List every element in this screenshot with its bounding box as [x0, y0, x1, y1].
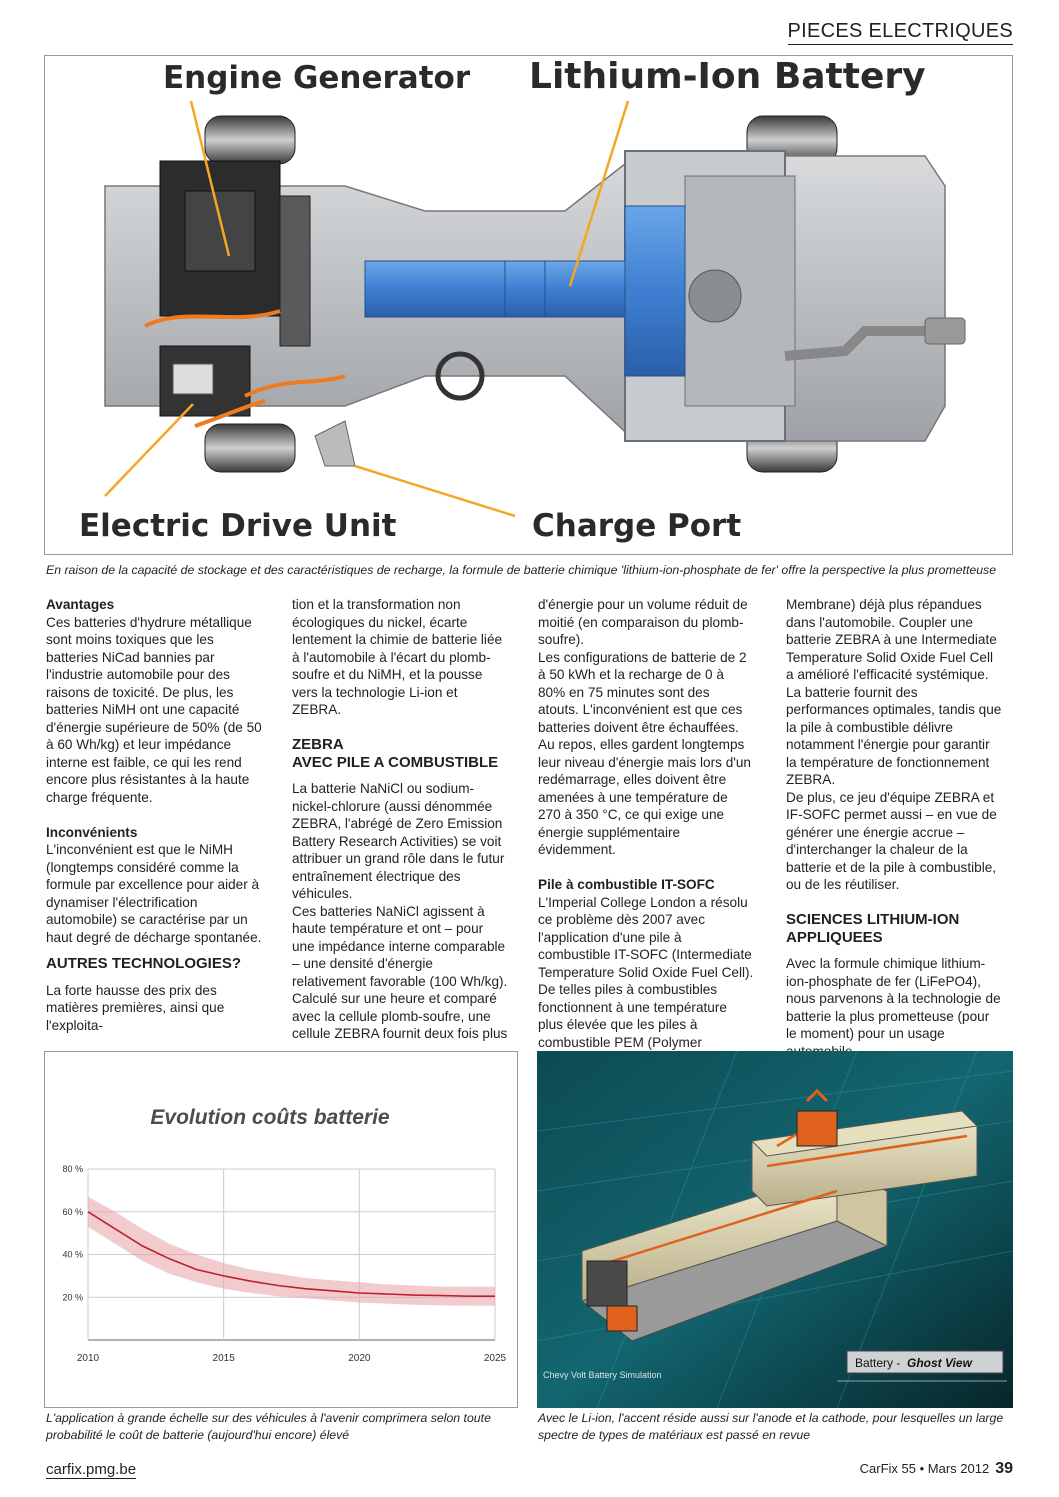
- section-heading-sciences-sub: APPLIQUEES: [786, 928, 883, 946]
- footer-issue-text: CarFix 55 • Mars 2012: [859, 1461, 990, 1476]
- chart-caption: L'application à grande échelle sur des véhicules à l'avenir comprimera selon toute probabilité le coût de batterie (aujourd'hui encore) élevé: [46, 1411, 491, 1442]
- article-column-1: [46, 596, 262, 1034]
- paragraph-sciences: Avec la formule chimique lithium-ion-phosphate de fer (LiFePO4), nous parvenons à la technologie de batterie la plus prometteuse (pour le moment) pour un usage: [786, 956, 1001, 1041]
- article-column-2: [292, 596, 508, 1043]
- x-tick-label: 2010: [76, 1353, 100, 1364]
- battery-cost-chart: [44, 1051, 518, 1408]
- wheel-front-left: [205, 116, 295, 164]
- y-tick-label: 20 %: [62, 1292, 83, 1303]
- paragraph-configurations: Les configurations de batterie de 2 à 50 kWh et la recharge de 0 à 80% en 75 minutes sont des atouts. L'inconvénient est que ces batteries doivent être échauffées. Au repos, elles gardent longtemps leur niveau d'énergie mais lors d'un redémarrage, elles doivent être amenées à une température de 270 à 350 °C, ce qui exige une énergie supplémentaire évidemment.: [538, 649, 751, 857]
- battery-pack: [365, 261, 625, 317]
- cost-range-band: [88, 1197, 495, 1306]
- paragraph-avantages: Ces batteries d'hydrure métallique sont moins toxiques que les batteries NiCad bannies par l'industrie automobile pour des raisons de toxicité. De plus, les batteries NiMH ont une capacité d'énergie supérieure de 50% (de 50 à 60 Wh/kg) et leur impédance interne est faible, ce qui les rend encore plus résistantes à la haute charge fréquente.: [46, 614, 262, 805]
- page-number: 39: [995, 1460, 1013, 1477]
- article-column-4: [786, 596, 1002, 1060]
- paragraph-zebra-2: Ces batteries NaNiCl agissent à haute température et ont – pour une impédance interne comparable – une densité d'énergie relativement favorable (100 Wh/kg).: [292, 903, 508, 989]
- section-heading-autres: AUTRES TECHNOLOGIES?: [46, 955, 242, 972]
- x-tick-label: 2025: [483, 1353, 507, 1364]
- paragraph-performances: La batterie fournit des performances optimales, tandis que la pile à combustible délivre notamment l'énergie pour garantir la température de fonctionnement ZEBRA.: [786, 684, 1002, 787]
- subheading-inconvenients: Inconvénients: [46, 824, 138, 840]
- label-charge-port: Charge Port: [532, 508, 742, 544]
- battery-ghost-view-photo: [537, 1051, 1013, 1408]
- photo-label-battery: Battery -: [855, 1356, 901, 1370]
- article-column-3: [538, 596, 754, 1069]
- photo-caption: Avec le Li-ion, l'accent réside aussi sur l'anode et la cathode, pour lesquelles un large spectre de types de matériaux est passé en revue: [538, 1411, 1004, 1442]
- x-tick-label: 2015: [212, 1353, 235, 1364]
- paragraph-continuation: Membrane) déjà plus répandues dans l'automobile. Coupler une batterie ZEBRA à une Intermediate Temperature Solid Oxide Fuel Cell a amélioré l'efficacité systémique.: [786, 597, 997, 682]
- photo-label-simulation: Chevy Volt Battery Simulation: [543, 1370, 662, 1380]
- y-tick-label: 40 %: [62, 1249, 83, 1260]
- paragraph-autres: La forte hausse des prix des matières premières, ainsi que l'exploita-: [46, 982, 225, 1033]
- paragraph-continuation: d'énergie pour un volume réduit de moitié (en comparaison du plomb-soufre).: [538, 597, 748, 647]
- chart-svg: [45, 1052, 519, 1409]
- footer-site-link[interactable]: carfix.pmg.be: [46, 1461, 137, 1478]
- label-lithium-ion-battery: Lithium-Ion Battery: [529, 56, 926, 97]
- paragraph-zebra-3: Calculé sur une heure et comparé avec la cellule plomb-soufre, une cellule ZEBRA fournit deux fois plus: [292, 991, 508, 1041]
- paragraph-jeu-equipe: De plus, ce jeu d'équipe ZEBRA et IF-SOFC permet aussi – en vue de générer une énergie accrue – d'interchanger la chaleur de la batterie et de la pile à combustible, ou de les réutiliser.: [786, 789, 997, 892]
- photo-label-ghost-view: Ghost View: [907, 1356, 972, 1370]
- chart-title: Evolution coûts batterie: [150, 1106, 390, 1129]
- subheading-avantages: Avantages: [46, 597, 115, 612]
- paragraph-inconvenients: L'inconvénient est que le NiMH (longtemps considéré comme la formule par excellence pour aider à dynamiser l'électrification automobile) se caractérise par un haut degré de décharge spontanée.: [46, 842, 262, 945]
- section-heading-sciences: SCIENCES LITHIUM-ION: [786, 911, 960, 928]
- callout-line-drive: [105, 404, 193, 496]
- label-electric-drive-unit: Electric Drive Unit: [79, 508, 397, 544]
- paragraph-zebra-1: La batterie NaNiCl ou sodium-nickel-chlorure (aussi dénommée ZEBRA, l'abrégé de Zero Emission Battery Research Activities) se voit attribuer un grand rôle dans le futur entraînement électrique des véhicules.: [292, 781, 505, 901]
- paragraph-it-sofc-2: De telles piles à combustibles fonctionnent à une température plus élevée que les piles à combustible PEM (Polymer: [538, 982, 727, 1050]
- section-heading-zebra: ZEBRA: [292, 736, 344, 753]
- top-figure-caption: En raison de la capacité de stockage et des caractéristiques de recharge, la formule de batterie chimique 'lithium-ion-phosphate de fer' offre la perspective la plus prometteuse: [46, 563, 997, 577]
- paragraph-it-sofc-1: L'Imperial College London a résolu ce problème dès 2007 avec l'application d'une pile à combustible IT-SOFC (Intermediate Temperature Solid Oxide Fuel Cell).: [538, 894, 754, 980]
- wheel-front-right: [205, 424, 295, 472]
- section-heading-zebra-sub: AVEC PILE A COMBUSTIBLE: [292, 753, 499, 771]
- section-header: PIECES ELECTRIQUES: [788, 20, 1013, 45]
- subheading-it-sofc: Pile à combustible IT-SOFC: [538, 877, 715, 892]
- chassis-drawing: [45, 56, 1013, 555]
- y-tick-label: 80 %: [62, 1164, 83, 1174]
- label-engine-generator: Engine Generator: [163, 60, 471, 96]
- paragraph-continuation: tion et la transformation non écologiques du nickel, écarte lentement la chimie de batterie liée à l'automobile à l'écart du plomb-soufre et du NiMH, et la pousse vers la technologie Li-ion et ZEBRA.: [292, 597, 503, 717]
- battery-ghost-view-drawing: [537, 1051, 1013, 1408]
- x-tick-label: 2020: [348, 1353, 371, 1364]
- chassis-illustration: [44, 55, 1013, 555]
- footer-issue: [860, 1460, 1013, 1478]
- y-tick-label: 60 %: [62, 1206, 83, 1217]
